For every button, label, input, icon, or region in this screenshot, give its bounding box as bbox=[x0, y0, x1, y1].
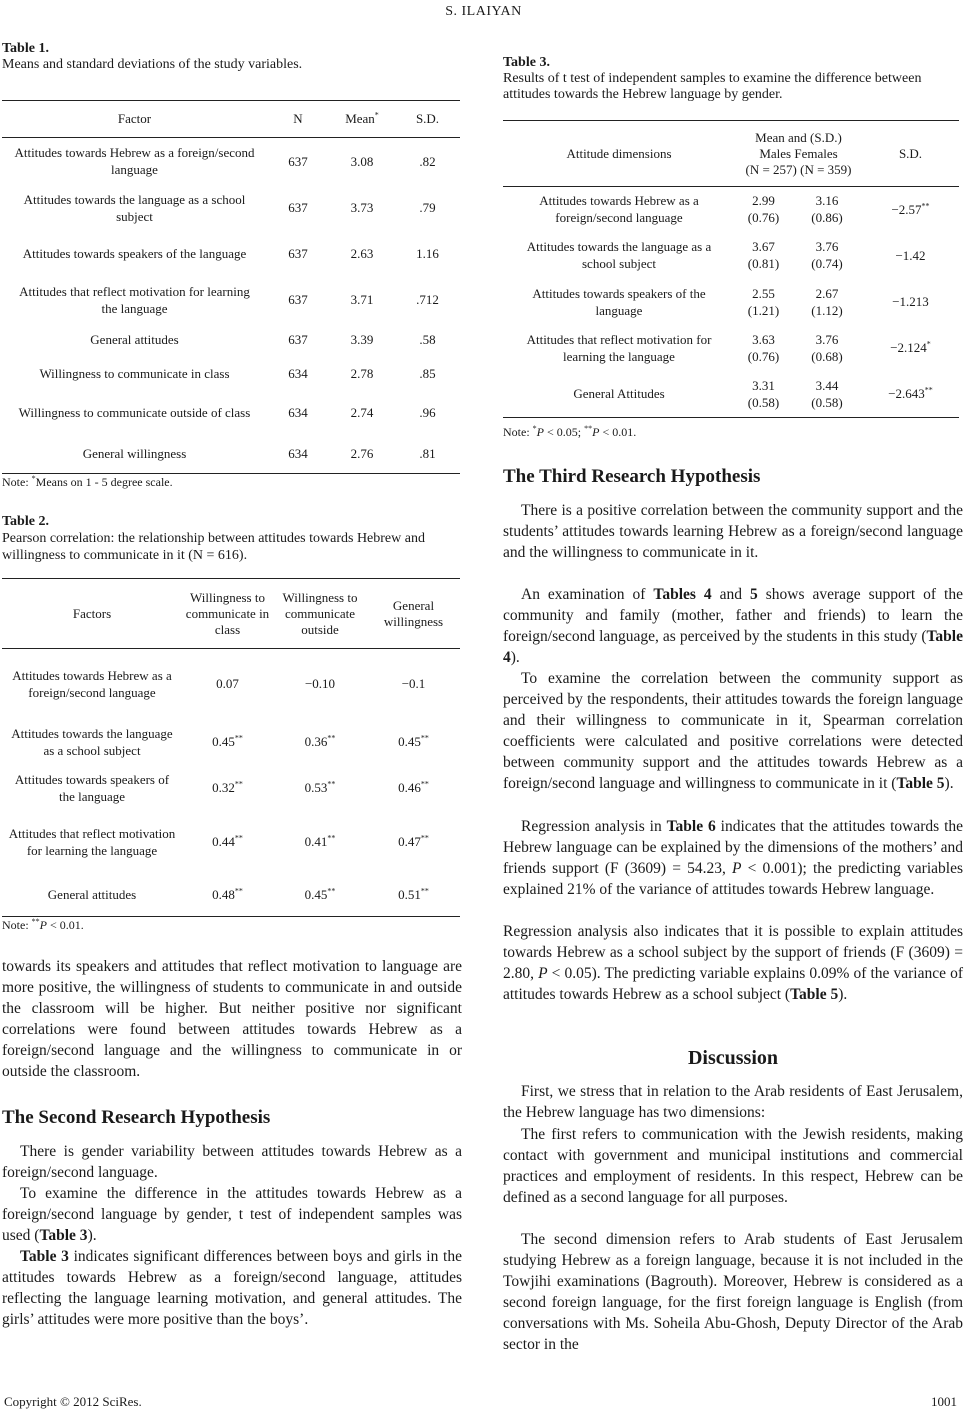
table-row bbox=[2, 277, 460, 323]
table1-col-mean: Mean* bbox=[329, 101, 395, 138]
table2-cell-factor: Attitudes that reflect motivation for learning the language bbox=[8, 825, 176, 858]
table2-cell-c1: 0.32** bbox=[212, 779, 243, 795]
table2-cell-c1: 0.45** bbox=[212, 733, 243, 749]
table1-col-factor: Factor bbox=[2, 101, 267, 138]
table2-cell-factor: Attitudes towards the language as a school subject bbox=[11, 725, 173, 758]
table2 bbox=[2, 578, 460, 917]
table1-cell-mean: 2.63 bbox=[350, 246, 374, 261]
table3-cell-t: −2.124* bbox=[890, 339, 931, 355]
table1-cell-factor: General attitudes bbox=[90, 332, 179, 347]
table2-caption-text: Pearson correlation: the relationship between attitudes towards Hebrew and willingness to communicate in it (N = 616). bbox=[2, 531, 425, 563]
body-paragraph: The first refers to communication with the Jewish residents, making contact with government and municipal institutions and commercial practices and employment of residents. In this respect, Hebrew can be defined as a second language for all purposes. bbox=[503, 1126, 963, 1206]
table2-cell-c3: 0.46** bbox=[398, 779, 429, 795]
table3-cell-females: 3.44 (0.58) bbox=[792, 371, 862, 418]
table-row bbox=[2, 719, 460, 765]
table3-cell-dimension: Attitudes towards speakers of the language bbox=[532, 285, 706, 318]
table1-cell-factor: General willingness bbox=[2, 435, 267, 474]
table2-col-factors: Factors bbox=[2, 579, 182, 649]
table2-cell-factor: General attitudes bbox=[2, 873, 182, 917]
table2-header-row bbox=[2, 579, 460, 649]
table3-cell-females: 3.76 (0.74) bbox=[811, 239, 843, 271]
body-paragraph: The second dimension refers to Arab students of East Jerusalem studying Hebrew as a foreign language, because it is not included in the Towjihi examinations (Bagrouth). Moreover, Hebrew is considered as a second foreign language, for the first foreign language is English (from conversations with Ms. Soheila Abu-Ghosh, Deputy Director of the Arab sector in the bbox=[503, 1231, 963, 1353]
table2-cell-c3: 0.47** bbox=[398, 833, 429, 849]
table1-cell-n: 634 bbox=[288, 366, 308, 381]
table1-cell-sd: 1.16 bbox=[416, 246, 439, 261]
table-row bbox=[2, 649, 460, 719]
table3-title: Table 3. bbox=[503, 55, 550, 70]
table1-cell-factor: Attitudes that reflect motivation for learning the language bbox=[19, 283, 250, 316]
table2-col-general: General willingness bbox=[367, 579, 460, 649]
table3-cell-t: −2.57** bbox=[891, 201, 930, 217]
table2-cell-factor: Attitudes towards Hebrew as a foreign/second language bbox=[12, 667, 172, 700]
table1-cell-n: 634 bbox=[267, 435, 329, 474]
table3-col-mean-sd: Mean and (S.D.) Males Females (N = 257) (N = 359) bbox=[735, 121, 862, 187]
page-number: 1001 bbox=[931, 1394, 957, 1409]
table-row bbox=[2, 323, 460, 357]
table-row bbox=[2, 357, 460, 391]
table1-cell-n: 634 bbox=[288, 405, 308, 420]
body-paragraph: First, we stress that in relation to the Arab residents of East Jerusalem, the Hebrew language has two dimensions: bbox=[503, 1083, 963, 1121]
table1-cell-factor: Willingness to communicate in class bbox=[39, 366, 230, 381]
table2-cell-c2: 0.41** bbox=[304, 833, 336, 849]
table3-cell-males: 3.31 (0.58) bbox=[735, 371, 792, 418]
table-row bbox=[2, 391, 460, 435]
section-heading-discussion: Discussion bbox=[687, 1047, 779, 1069]
table-row bbox=[2, 811, 460, 873]
body-paragraph: There is a positive correlation between the community support and the students’ attitudes towards learning Hebrew as a foreign/second language and the willingness to communicate in it. bbox=[503, 502, 963, 561]
table1-note: Note: *Means on 1 - 5 degree scale. bbox=[2, 474, 173, 489]
table1-cell-n: 637 bbox=[288, 332, 308, 347]
table2-caption bbox=[2, 513, 462, 564]
table2-col-in-class: Willingness to communicate in class bbox=[182, 579, 273, 649]
table1-cell-mean: 3.71 bbox=[350, 292, 374, 307]
table2-col-outside: Willingness to communicate outside bbox=[273, 579, 367, 649]
table-row bbox=[2, 185, 460, 231]
table2-cell-c3: −0.1 bbox=[401, 676, 426, 692]
table-row bbox=[503, 325, 959, 371]
table3-cell-dimension: General Attitudes bbox=[503, 371, 735, 418]
running-header: S. ILAIYAN bbox=[445, 4, 522, 19]
table3-cell-females: 3.76 (0.68) bbox=[811, 331, 843, 364]
table2-cell-c2: −0.10 bbox=[304, 676, 336, 692]
table3-cell-males: 2.55 (1.21) bbox=[747, 285, 780, 318]
table3-caption-text: Results of t test of independent samples to examine the difference between attitudes towards the Hebrew language by gender. bbox=[503, 71, 922, 102]
table1-cell-factor: Attitudes towards speakers of the language bbox=[22, 246, 247, 261]
table3-cell-t: −1.42 bbox=[895, 247, 926, 263]
table1-cell-mean: 3.39 bbox=[350, 332, 374, 347]
table1-cell-n: 637 bbox=[288, 153, 308, 169]
table1-caption bbox=[2, 40, 462, 73]
section-heading-third-hypothesis: The Third Research Hypothesis bbox=[503, 466, 761, 487]
table-row bbox=[2, 765, 460, 811]
table-row bbox=[503, 187, 959, 232]
table2-cell-c2: 0.45** bbox=[273, 873, 367, 917]
table-row bbox=[2, 138, 460, 185]
table2-cell-c3: 0.51** bbox=[367, 873, 460, 917]
table2-cell-c1: 0.07 bbox=[216, 676, 239, 692]
table3-cell-males: 3.67 (0.81) bbox=[747, 239, 780, 271]
table2-cell-c2: 0.53** bbox=[304, 779, 336, 795]
table1-cell-sd: .81 bbox=[395, 435, 460, 474]
table1-cell-n: 637 bbox=[288, 246, 308, 261]
table2-cell-c1: 0.44** bbox=[212, 833, 243, 849]
table1 bbox=[2, 100, 460, 474]
table1-cell-sd: .96 bbox=[419, 405, 436, 420]
table-row bbox=[503, 232, 959, 279]
table3-cell-dimension: Attitudes that reflect motivation for learning the language bbox=[526, 331, 712, 364]
table3-cell-dimension: Attitudes towards Hebrew as a foreign/second language bbox=[539, 193, 699, 226]
table1-cell-sd: .79 bbox=[419, 200, 436, 215]
table1-cell-factor: Attitudes towards Hebrew as a foreign/second language bbox=[14, 145, 255, 178]
body-paragraph: To examine the correlation between the community support as perceived by the respondents, their attitudes towards the foreign language and their willingness to communicate in it, Spearman correlation coefficients were calculated and positive correlations were detected between community support and the attitudes towards Hebrew as a foreign/second language and willingness to communicate in it (Table 5). bbox=[503, 670, 963, 792]
table3-col-dimensions: Attitude dimensions bbox=[503, 121, 735, 187]
footer-copyright: Copyright © 2012 SciRes. bbox=[4, 1394, 142, 1409]
table1-col-n: N bbox=[267, 101, 329, 138]
body-paragraph: An examination of Tables 4 and 5 shows average support of the community and family (mother, father and friends) to learn the foreign/second language, as perceived by the students in this study (Table 4). bbox=[503, 586, 963, 666]
table-row bbox=[2, 435, 460, 474]
table3-cell-females: 2.67 (1.12) bbox=[811, 285, 843, 318]
table3-cell-males: 3.63 (0.76) bbox=[747, 331, 780, 364]
table-row bbox=[2, 231, 460, 277]
table3-cell-males: 2.99 (0.76) bbox=[747, 193, 780, 226]
table1-header-row bbox=[2, 101, 460, 138]
table1-cell-mean: 3.73 bbox=[350, 200, 374, 215]
table3-note: Note: *P < 0.05; **P < 0.01. bbox=[503, 424, 637, 439]
table-row bbox=[2, 873, 460, 917]
table3-cell-t: −2.643** bbox=[862, 371, 959, 418]
section-heading-second-hypothesis: The Second Research Hypothesis bbox=[2, 1107, 271, 1128]
table1-cell-mean: 3.08 bbox=[350, 153, 374, 169]
table1-cell-sd: .712 bbox=[416, 292, 439, 307]
table-row bbox=[503, 279, 959, 325]
body-paragraph: Regression analysis in Table 6 indicates that the attitudes towards the Hebrew language can be explained by the dimensions of the mothers’ and friends support (F (3609) = 54.23, P < 0.001); the predicting variables explained 21% of the variance of attitudes towards Hebrew language. bbox=[503, 818, 964, 898]
table1-caption-text: Means and standard deviations of the study variables. bbox=[2, 57, 303, 72]
table3-header-row bbox=[503, 121, 959, 187]
table1-cell-factor: Willingness to communicate outside of class bbox=[18, 405, 251, 420]
table3-col-sd: S.D. bbox=[862, 121, 959, 187]
table1-cell-mean: 2.78 bbox=[350, 366, 374, 381]
table3 bbox=[503, 120, 959, 418]
table2-cell-c2: 0.36** bbox=[304, 733, 336, 749]
body-paragraph: There is gender variability between attitudes towards Hebrew as a foreign/second language. bbox=[2, 1143, 462, 1181]
table1-cell-n: 637 bbox=[288, 292, 308, 307]
table1-cell-mean: 2.74 bbox=[350, 405, 374, 420]
body-paragraph: Table 3 indicates significant differences between boys and girls in the attitudes towards Hebrew as a foreign/second language, attitudes reflecting the language learning motivation, and general attitudes. The girls’ attitudes were more positive than the boys’. bbox=[2, 1248, 462, 1328]
table-row bbox=[503, 371, 959, 418]
table1-title: Table 1. bbox=[2, 41, 49, 56]
table3-cell-t: −1.213 bbox=[892, 294, 929, 309]
table2-cell-c1: 0.48** bbox=[182, 873, 273, 917]
table2-cell-c3: 0.45** bbox=[398, 733, 429, 749]
table1-cell-factor: Attitudes towards the language as a school subject bbox=[23, 191, 246, 224]
table2-note: Note: **P < 0.01. bbox=[2, 917, 84, 932]
table1-col-sd: S.D. bbox=[395, 101, 460, 138]
table1-cell-sd: .58 bbox=[419, 332, 436, 347]
table1-cell-sd: .85 bbox=[419, 366, 436, 381]
table3-caption bbox=[503, 54, 963, 103]
table3-cell-females: 3.16 (0.86) bbox=[811, 193, 843, 226]
table2-cell-factor: Attitudes towards speakers of the language bbox=[14, 771, 170, 804]
table2-title: Table 2. bbox=[2, 514, 49, 529]
table1-cell-mean: 2.76 bbox=[329, 435, 395, 474]
table1-cell-sd: .82 bbox=[419, 153, 436, 169]
body-paragraph: Regression analysis also indicates that it is possible to explain attitudes towards Hebrew as a school subject by the support of friends (F (3609) = 2.80, P < 0.05). The predicting variable explains 0.09% of the variance of attitudes towards Hebrew as a school subject (Table 5). bbox=[503, 923, 963, 1003]
body-paragraph: towards its speakers and attitudes that reflect motivation to language are more positive, the willingness of students to communicate in and outside the classroom will be higher. But neither positive nor significant correlations were found between attitudes towards Hebrew as a foreign/second language and the willingness to communicate in or outside the classroom. bbox=[2, 958, 462, 1080]
table3-cell-dimension: Attitudes towards the language as a school subject bbox=[526, 239, 712, 271]
table1-cell-n: 637 bbox=[288, 200, 308, 215]
body-paragraph: To examine the difference in the attitudes towards Hebrew as a foreign/second language by gender, t test of independent samples was used (Table 3). bbox=[2, 1185, 462, 1244]
